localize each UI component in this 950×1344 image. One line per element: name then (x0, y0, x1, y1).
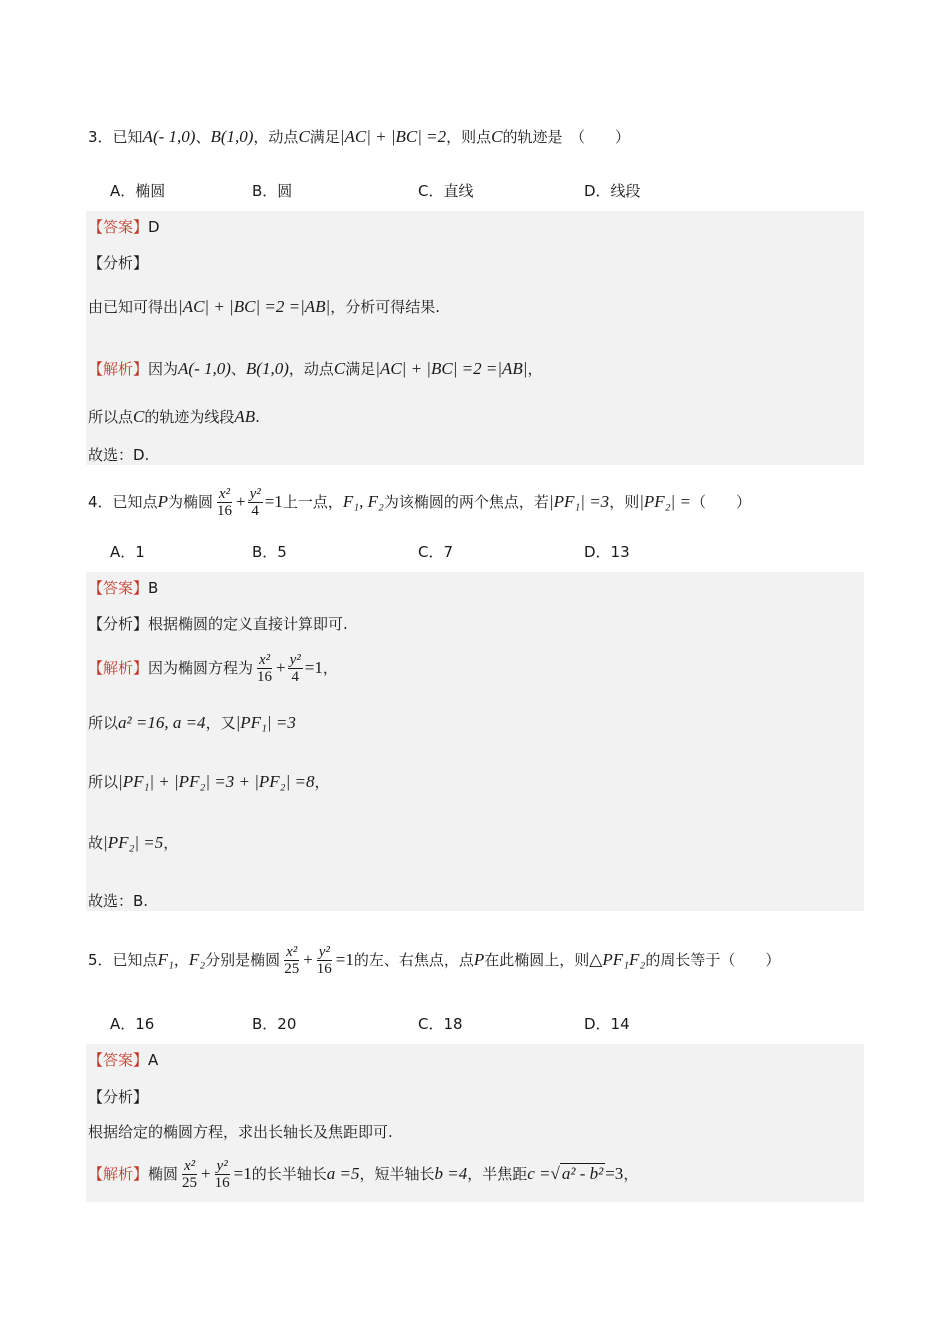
q4-stem: 4．已知点P为椭圆 $\frac{\text{x²}}{16}$ + $\frac{\text{y²}}{4}$ =1上一点，F₁, F₂为该椭圆的两个焦点，若|PF₁| =3，则|PF₂| =（ ） (88, 486, 751, 519)
q5-analysis-label: 【分析】 (88, 1088, 149, 1106)
q3-condition: |AC| + |BC| =2 (339, 127, 447, 146)
q3-point-b: B(1,0) (210, 127, 254, 146)
q4-solution-line3: 所以|PF₁| + |PF₂| =3 + |PF₂| =8， (88, 772, 330, 791)
q3-analysis-text: 由已知可得出|AC| + |BC| =2 =|AB|，分析可得结果. (88, 297, 440, 316)
q5-option-a[interactable]: A．16 (110, 1015, 155, 1033)
q3-number: 3． (88, 128, 113, 146)
q3-answer: 【答案】D (88, 218, 160, 236)
q4-solution-line4: 故|PF₂| =5， (88, 833, 179, 852)
q4-fraction-x: $\frac{\text{x²}}{16}$ (216, 486, 232, 519)
q5-option-b[interactable]: B．20 (252, 1015, 297, 1033)
q5-solution-line1: 【解析】椭圆 $\frac{\text{x²}}{25}$ + $\frac{\text{y²}}{16}$ =1的长半轴长a =5，短半轴长b =4，半焦距c =√ a² - b² =3， (88, 1158, 639, 1191)
q4-solution-line2: 所以a² =16, a =4，又|PF₁| =3 (88, 713, 296, 732)
q5-fraction-x: $\frac{\text{x²}}{25}$ (284, 944, 300, 977)
q4-option-b[interactable]: B．5 (252, 543, 287, 561)
q5-option-d[interactable]: D．14 (584, 1015, 630, 1033)
q5-option-c[interactable]: C．18 (418, 1015, 463, 1033)
q3-option-b[interactable]: B．圆 (252, 182, 293, 200)
q3-option-c[interactable]: C．直线 (418, 182, 474, 200)
q3-point-a: A(- 1,0) (142, 127, 196, 146)
q5-fraction-y: $\frac{\text{y²}}{16}$ (316, 944, 332, 977)
q3-solution-line1: 【解析】因为A(- 1,0)、B(1,0)，动点C满足|AC| + |BC| =2 =|AB|， (88, 359, 543, 378)
q3-option-d[interactable]: D．线段 (584, 182, 641, 200)
q5-stem: 5．已知点F₁，F₂分别是椭圆 $\frac{\text{x²}}{25}$ + $\frac{\text{y²}}{16}$ =1的左、右焦点，点P在此椭圆上，则△PF₁F₂的周长等于（ ） (88, 944, 781, 977)
q5-number: 5． (88, 951, 113, 969)
q3-option-a[interactable]: A．椭圆 (110, 182, 166, 200)
q4-analysis: 【分析】根据椭圆的定义直接计算即可. (88, 615, 348, 633)
q5-answer: 【答案】A (88, 1051, 159, 1069)
q4-fraction-y: $\frac{\text{y²}}{4}$ (249, 486, 261, 519)
sqrt-sign: √ (550, 1164, 560, 1183)
q4-option-a[interactable]: A．1 (110, 543, 145, 561)
q3-analysis-label: 【分析】 (88, 254, 149, 272)
q3-solution-line2: 所以点C的轨迹为线段AB. (88, 407, 260, 426)
q4-solution-line1: 【解析】因为椭圆方程为 $\frac{\text{x²}}{16}$ + $\frac{\text{y²}}{4}$ =1， (88, 652, 338, 685)
q3-stem: 3．已知A(- 1,0)、B(1,0)，动点C满足|AC| + |BC| =2，则点C的轨迹是 （ ） (88, 127, 631, 146)
q4-choice: 故选：B. (88, 892, 149, 910)
q4-option-d[interactable]: D．13 (584, 543, 630, 561)
q5-analysis-text: 根据给定的椭圆方程，求出长轴长及焦距即可. (88, 1123, 393, 1141)
q3-choice: 故选：D. (88, 446, 150, 464)
q4-option-c[interactable]: C．7 (418, 543, 454, 561)
q4-answer: 【答案】B (88, 579, 159, 597)
q4-number: 4． (88, 493, 113, 511)
